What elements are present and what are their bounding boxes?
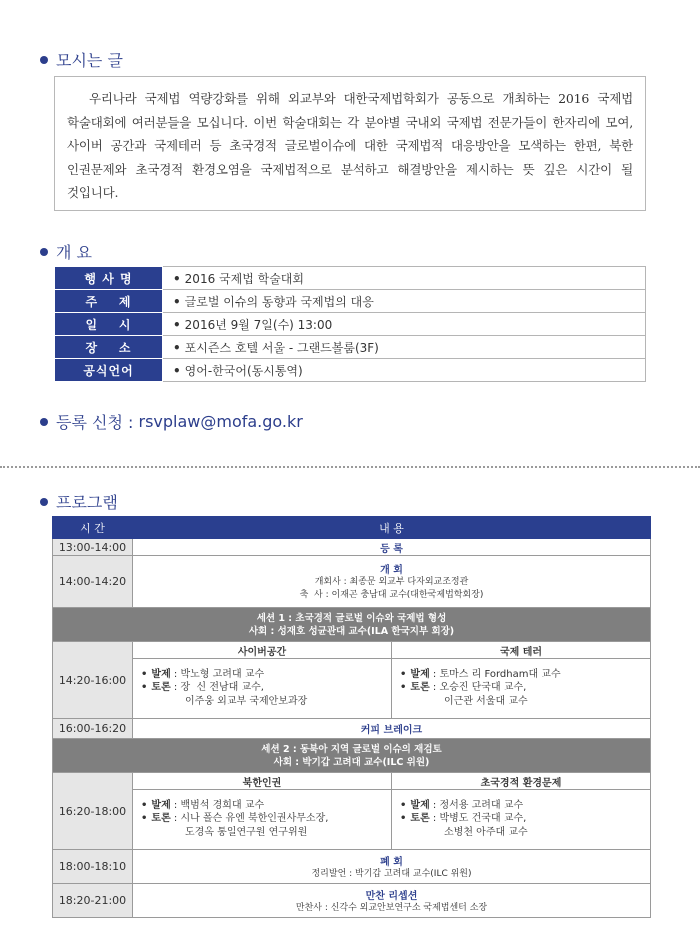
overview-value: • 영어-한국어(동시통역) [163,359,646,382]
program-row-registration [53,539,651,556]
time-cell: 14:20-16:00 [53,642,133,719]
overview-value: • 포시즌스 호텔 서울 - 그랜드볼룸(3F) [163,336,646,359]
track-details: • 발제 : 백범석 경희대 교수 • 토론 : 시나 폴슨 유엔 북한인권사무소장, 도경옥 통일연구원 연구위원 [133,790,392,850]
content-cell: 폐 회 정리발언 : 박기갑 고려대 교수(ILC 위원) [133,850,651,884]
greeting-heading [40,48,123,71]
program-row-opening [53,556,651,608]
time-cell: 13:00-14:00 [53,539,133,556]
overview-row [55,290,646,313]
greeting-box [54,76,646,211]
registration-email-link[interactable]: rsvplaw@mofa.go.kr [138,412,303,431]
program-heading [40,490,118,513]
time-cell: 14:00-14:20 [53,556,133,608]
program-row-dinner [53,884,651,918]
program-row-closing [53,850,651,884]
track-title: 초국경적 환경문제 [392,773,651,790]
overview-label: 장 소 [55,336,163,359]
overview-label: 주 제 [55,290,163,313]
overview-row [55,313,646,336]
overview-heading-text: 개 요 [56,243,92,262]
time-cell: 16:00-16:20 [53,719,133,739]
bullet-dot-icon [40,56,48,64]
content-cell: 등 록 [133,539,651,556]
overview-value: • 2016 국제법 학술대회 [163,267,646,290]
content-cell: 만찬 리셉션 만찬사 : 신각수 외교안보연구소 국제법센터 소장 [133,884,651,918]
track-details: • 발제 : 토마스 리 Fordham대 교수 • 토론 : 오승진 단국대 교수, 이근관 서울대 교수 [392,659,651,719]
program-table [52,516,651,918]
registration-label: 등록 신청 : [56,413,139,432]
track-details: • 발제 : 정서용 고려대 교수 • 토론 : 박병도 건국대 교수, 소병천 아주대 교수 [392,790,651,850]
session1-detail-row [53,659,651,719]
overview-row [55,336,646,359]
bullet-dot-icon [40,498,48,506]
session2-banner [53,739,651,773]
overview-table [54,266,646,382]
dotted-divider [0,466,700,468]
time-cell: 18:20-21:00 [53,884,133,918]
program-header-row [53,517,651,539]
session1-banner [53,608,651,642]
bullet-dot-icon [40,418,48,426]
session2-subheader-row [53,773,651,790]
session2-detail-row [53,790,651,850]
overview-value: • 글로벌 이슈의 동향과 국제법의 대응 [163,290,646,313]
overview-label: 일 시 [55,313,163,336]
col-header-time: 시 간 [53,517,133,539]
overview-row [55,359,646,382]
overview-label: 행 사 명 [55,267,163,290]
time-cell: 18:00-18:10 [53,850,133,884]
track-title: 사이버공간 [133,642,392,659]
session2-title: 세션 2 : 동북아 지역 글로벌 이슈의 재검토 [261,743,442,755]
track-title: 북한인권 [133,773,392,790]
track-details: • 발제 : 박노형 고려대 교수 • 토론 : 장 신 전남대 교수, 이주웅 외교부 국제안보과장 [133,659,392,719]
program-heading-text: 프로그램 [56,493,118,512]
session1-title: 세션 1 : 초국경적 글로벌 이슈와 국제법 형성 [256,612,447,624]
time-cell: 16:20-18:00 [53,773,133,850]
track-title: 국제 테러 [392,642,651,659]
content-cell: 개 회 개회사 : 최종문 외교부 다자외교조정관 축 사 : 이재곤 충남대 교수(대한국제법학회장) [133,556,651,608]
overview-label: 공식언어 [55,359,163,382]
session2-moderator: 사회 : 박기갑 고려대 교수(ILC 위원) [273,756,430,768]
content-cell: 커피 브레이크 [133,719,651,739]
overview-row [55,267,646,290]
bullet-dot-icon [40,248,48,256]
session1-subheader-row [53,642,651,659]
overview-value: • 2016년 9월 7일(수) 13:00 [163,313,646,336]
greeting-text: 우리나라 국제법 역량강화를 위해 외교부와 대한국제법학회가 공동으로 개최하는 2016 국제법 학술대회에 여러분들을 모십니다. 이번 학술대회는 각 분야별 국내외 국제법 전문가들이 한자리에 모여, 사이버 공간과 국제테러 등 초국경적 글로벌이슈에 대한 국제법적 대응방안을 모색하는 한편, 북한 인권문제와 초국경적 환경오염을 국제법적으로 분석하고 해결방안을 제시하는 뜻 깊은 시간이 될 것입니다. [67,91,633,200]
program-row-coffee [53,719,651,739]
registration-heading [40,410,303,433]
overview-heading [40,240,92,263]
session1-moderator: 사회 : 성재호 성균관대 교수(ILA 한국지부 회장) [248,625,455,637]
col-header-content: 내 용 [133,517,651,539]
greeting-heading-text: 모시는 글 [56,51,123,70]
